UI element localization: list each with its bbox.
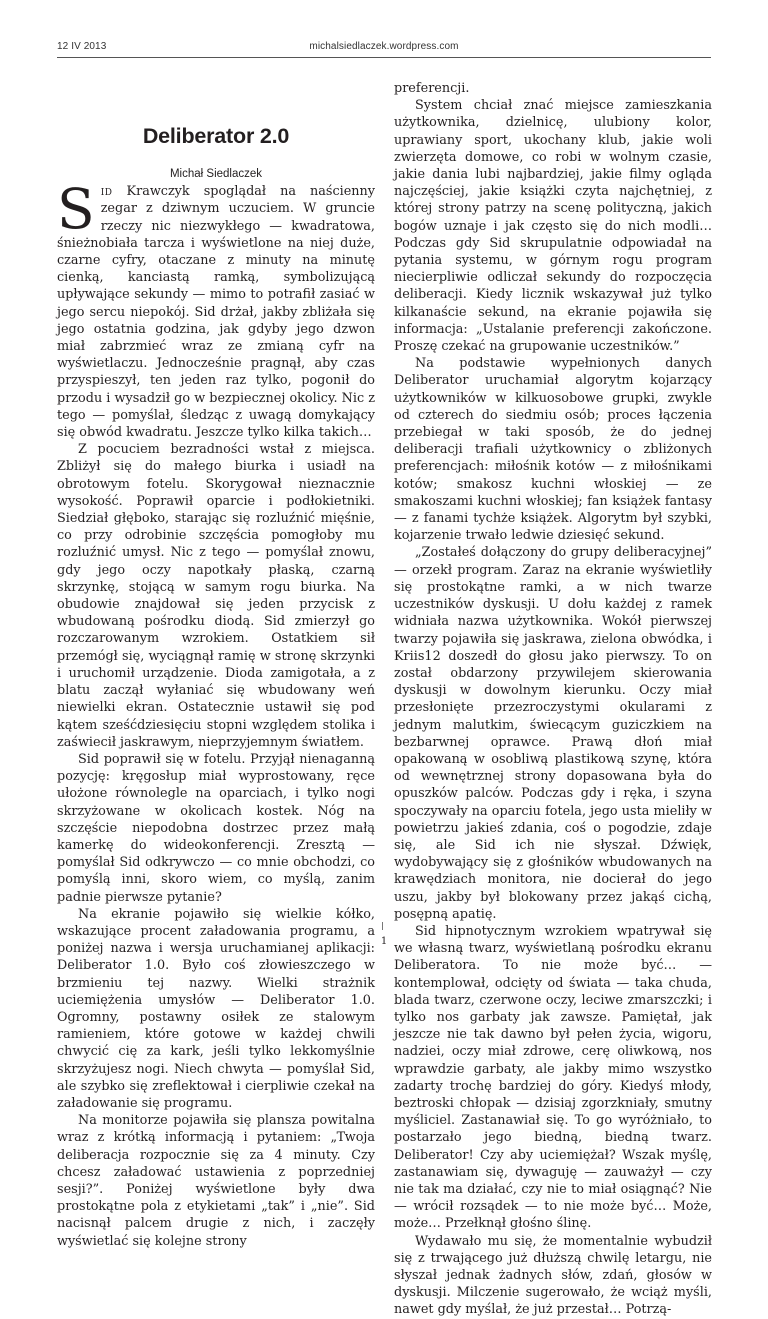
paragraph-continued: preferencji. bbox=[394, 81, 470, 96]
drop-cap: S bbox=[57, 177, 95, 242]
footer-tick bbox=[382, 922, 383, 930]
paragraph: Na monitorze pojawiła się plansza powitalna wraz z krótką informacją i pytaniem: „Twoja deliberacja rozpocznie się za 4 minuty. Czy chcesz załadować ustawienia z poprzedniej sesji?”. Poniżej wyświetlone były dwa prostokątne pola z etykietami „tak” i „nie”. Sid nacisnął palcem drugie z nich, i zaczęły wyświetlać się kolejne strony bbox=[57, 1113, 375, 1249]
opening-paragraph bbox=[57, 177, 375, 441]
right-column bbox=[394, 80, 712, 1319]
header-rule bbox=[57, 57, 711, 58]
header-site: michalsiedlaczek.wordpress.com bbox=[309, 41, 459, 52]
article-title: Deliberator 2.0 bbox=[142, 124, 290, 148]
title-block bbox=[57, 123, 375, 183]
header-date: 12 IV 2013 bbox=[57, 41, 107, 52]
paragraph: „Zostałeś dołączony do grupy deliberacyjnej” — orzekł program. Zaraz na ekranie wyświetliły się prostokątne ramki, a w nich twarze uczestników dyskusji. U dołu każdej z ramek widniała nazwa użytkownika. Wokół pierwszej twarzy pojawiła się jaskrawa, zielona obwódka, i Kriis12 doszedł do głosu jako pierwszy. To on został obdarzony przywilejem skierowania dyskusji w dowolnym kierunku. Oczy miał przesłonięte przezroczystymi okularami z jednym malutkim, świecącym guziczkiem na bezbarwnej oprawce. Prawą dłoń miał opakowaną w osobliwą plastikową szynę, która od wewnętrznej strony dopasowana była do opuszków palców. Podczas gdy i ręka, i szyna spoczywały na oparciu fotela, jego usta mieliły w powietrzu jakieś zdania, coś o pogodzie, zdaje się, ale Sid ich nie słyszał. Dźwięk, wydobywający się z głośników wbudowanych na krawędziach monitora, nie docierał do jego uszu, jakby był blokowany przez jakąś cichą, posępną apatię. bbox=[394, 545, 712, 922]
drop-cap-continuation: id bbox=[100, 184, 113, 200]
paragraph: Na ekranie pojawiło się wielkie kółko, wskazujące procent załadowania programu, a poniżej nazwa i wersja uruchamianej aplikacji: Deliberator 1.0. Było coś złowieszczego w brzmieniu tej nazwy. Wielki strażnik uciemiężenia umysłów — Deliberator 1.0. Ogromny, postawny osiłek ze stalowym ramieniem, które gotowe w każdej chwili chwycić cię za kark, jeśli tylko lekkomyślnie skrzyżujesz nogi. Niech chwyta — pomyślał Sid, ale szybko się zreflektował i cierpliwie czekał na załadowanie się programu. bbox=[57, 906, 375, 1111]
left-column bbox=[57, 80, 375, 1250]
article-author: Michał Siedlaczek bbox=[169, 168, 263, 180]
paragraph: Wydawało mu się, że momentalnie wybudził się z trwającego już dłuższą chwilę letargu, nie słyszał jednak żadnych słów, zdań, głosów w dyskusji. Milczenie sugerowało, że wciąż myśli, nawet gdy myślał, że już przestał… Potrzą- bbox=[394, 1233, 712, 1318]
paragraph: System chciał znać miejsce zamieszkania użytkownika, dzielnicę, ulubiony kolor, uprawiany sport, ukochany klub, jakie woli zwierzęta domowe, co robi w wolnym czasie, jakie dania lubi najbardziej, jakie filmy ogląda najczęściej, jakie książki czyta najchętniej, z której strony patrzy na scenę polityczną, jakich bogów uznaje i jak często się do nich modli… Podczas gdy Sid skrupulatnie odpowiadał na pytania systemu, w górnym rogu program niecierpliwie odliczał sekundy do rozpoczęcia deliberacji. Kiedy licznik wskazywał już tylko kilkanaście sekund, na ekranie pojawiła się informacja: „Ustalanie preferencji zakończone. Proszę czekać na grupowanie uczestników.” bbox=[394, 98, 712, 355]
paragraph: Na podstawie wypełnionych danych Deliberator uruchamiał algorytm kojarzący użytkowników w kilkuosobowe grupki, zwykle od czterech do siedmiu osób; proces łączenia przebiegał w taki sposób, że do jednej deliberacji trafiali użytkownicy o zbliżonych preferencjach: miłośnik kotów — z miłośnikami kotów; smakosz kuchni włoskiej — ze smakoszami kuchni włoskiej; fan książek fantasy — z fanami tychże książek. Algorytm był szybki, kojarzenie trwało ledwie dziesięć sekund. bbox=[394, 356, 712, 544]
paragraph: Sid hipnotycznym wzrokiem wpatrywał się we własną twarz, wyświetlaną pośrodku ekranu Deliberatora. To nie może być… — kontemplował, odcięty od świata — taka chuda, blada twarz, czerwone oczy, leciwe zmarszczki; i tylko nos garbaty jak zawsze. Pamiętał, jak jeszcze nie tak dawno był pełen życia, wigoru, nadziei, oczy miał zdrowe, cerę oliwkową, nos wprawdzie garbaty, ale jakby mimo wszystko zadarty trochę bardziej do góry. Kiedyś młody, beztroski chłopak — dzisiaj zgorzkniały, smutny myśliciel. Zastanawiał się. To go wyróżniało, to postarzało jego biedną, biedną twarz. Deliberator! Czy aby uciemiężał? Wszak myślę, zastanawiam się, dywaguję — zauważył — czy nie tak ma działać, czy nie to miał osiągnąć? Nie — wrócił rozsądek — to nie może być… Może, może… Przełknął głośno ślinę. bbox=[394, 923, 712, 1232]
paragraph: Sid poprawił się w fotelu. Przyjął nienaganną pozycję: kręgosłup miał wyprostowany, ręce ułożone równolegle na oparciach, i tylko nogi skrzyżowane w okolicach kostek. Nóg na szczęście niepodobna dostrzec przez małą kamerkę do wideokonferencji. Zresztą — pomyślał Sid odkrywczo — co mnie obchodzi, co pomyślą inni, skoro wiem, co myślą, zanim padnie pierwsze pytanie? bbox=[57, 751, 375, 905]
page-number: 1 bbox=[380, 936, 388, 947]
paragraph-text: Krawczyk spoglądał na naścienny zegar z dziwnym uczuciem. W gruncie rzeczy nic niezwykłego — kwadratowa, śnieżnobiała tarcza i wyświetlone na niej duże, czarne cyfry, otaczane z minuty na minutę cienką, kanciastą ramką, symbolizującą upływające sekundy — mimo to potrafił zasiać w jego sercu niepokój. Sid drżał, jakby zbliżała się jego ostatnia godzina, jak gdyby jego dzwon miał zabrzmieć wraz ze zmianą cyfr na wyświetlaczu. Jednocześnie pragnął, aby czas przyspieszył, ten jeden raz tylko, pogonił do przodu i wysadził go w bezpiecznej okolicy. Nic z tego — pomyślał, śledząc z uwagą domykający się obwód kwadratu. Jeszcze tylko kilka takich… bbox=[57, 184, 375, 441]
paragraph: Z pocuciem bezradności wstał z miejsca. Zbliżył się do małego biurka i usiadł na obrotowym fotelu. Skorygował nieznacznie wysokość. Poprawił oparcie i podłokietniki. Siedział głęboko, starając się rozluźnić mięśnie, co przy odrobinie szczęścia pomogłoby mu rozluźnić umysł. Nic z tego — pomyślał znowu, gdy jego oczy napotkały płaską, czarną skrzynkę, stojącą w samym rogu biurka. Na obudowie znajdował się jeden przycisk z wbudowaną pośrodku diodą. Sid zmierzył go rozczarowanym wzrokiem. Ostatkiem sił przemógł się, wyciągnął ramię w stronę skrzynki i uruchomił urządzenie. Dioda zamigotała, a z blatu zaczął wyłaniać się wbudowany weń niewielki ekran. Ostatecznie ustawił się pod kątem sześćdziesięciu stopni względem stolika i zaświecił jaskrawym, nieprzyjemnym światłem. bbox=[57, 442, 375, 750]
